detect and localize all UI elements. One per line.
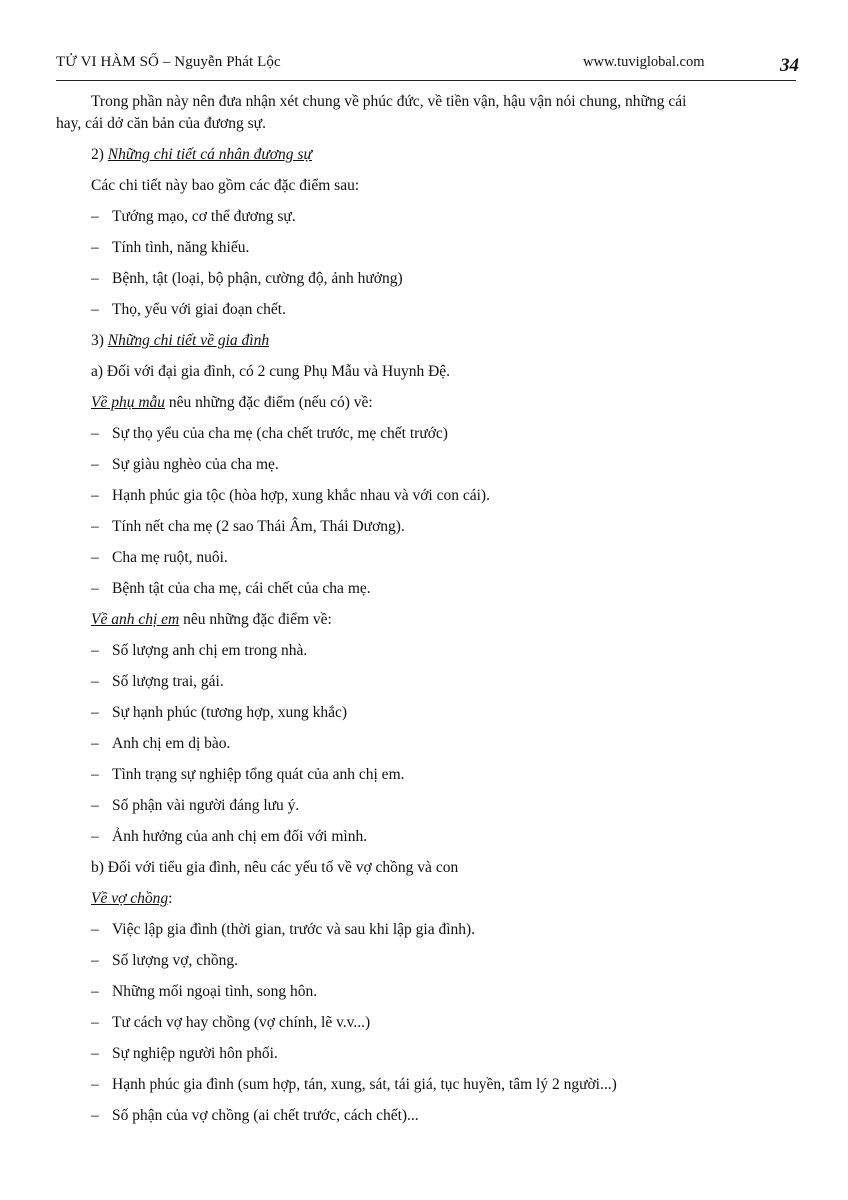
intro-paragraph-line-1: Trong phần này nên đưa nhận xét chung về phúc đức, về tiền vận, hậu vận nói chung, những cái bbox=[91, 93, 687, 110]
list-item: – Bệnh, tật (loại, bộ phận, cường độ, ảnh hưởng) bbox=[91, 270, 403, 287]
dash-bullet: – bbox=[91, 549, 99, 566]
section-3-heading bbox=[91, 331, 803, 351]
list-item: – Tính tình, năng khiếu. bbox=[91, 239, 250, 256]
page-content bbox=[56, 92, 803, 1126]
section-3-title: Những chi tiết về gia đình bbox=[107, 332, 270, 349]
dash-bullet: – bbox=[91, 239, 99, 256]
siblings-label: Về anh chị em bbox=[91, 611, 180, 628]
dash-bullet: – bbox=[91, 1107, 99, 1124]
spouse-label: Về vợ chồng bbox=[91, 890, 169, 907]
dash-bullet: – bbox=[91, 456, 99, 473]
dash-bullet: – bbox=[91, 301, 99, 318]
dash-bullet: – bbox=[91, 1014, 99, 1031]
parents-label: Về phụ mẫu bbox=[91, 394, 166, 411]
dash-bullet: – bbox=[91, 580, 99, 597]
section-3b: b) Đối với tiểu gia đình, nêu các yếu tố về vợ chồng và con bbox=[91, 859, 459, 876]
intro-paragraph-line-2: hay, cái dở căn bản của đương sự. bbox=[56, 115, 266, 132]
list-item: – Số lượng anh chị em trong nhà. bbox=[91, 642, 308, 659]
header-url: www.tuviglobal.com bbox=[583, 54, 705, 70]
dash-bullet: – bbox=[91, 921, 99, 938]
section-2-heading bbox=[91, 145, 803, 165]
list-item: – Sự giàu nghèo của cha mẹ. bbox=[91, 456, 279, 473]
list-item: – Sự thọ yểu của cha mẹ (cha chết trước, mẹ chết trước) bbox=[91, 425, 448, 442]
dash-bullet: – bbox=[91, 735, 99, 752]
list-item: – Việc lập gia đình (thời gian, trước và sau khi lập gia đình). bbox=[91, 921, 476, 938]
list-item: – Hạnh phúc gia tộc (hòa hợp, xung khắc nhau và với con cái). bbox=[91, 487, 490, 504]
section-2-intro: Các chi tiết này bao gồm các đặc điểm sau: bbox=[91, 177, 360, 194]
list-item: – Tính nết cha mẹ (2 sao Thái Âm, Thái Dương). bbox=[91, 518, 405, 535]
dash-bullet: – bbox=[91, 208, 99, 225]
dash-bullet: – bbox=[91, 270, 99, 287]
dash-bullet: – bbox=[91, 1045, 99, 1062]
dash-bullet: – bbox=[91, 952, 99, 969]
page-number: 34 bbox=[780, 55, 799, 76]
dash-bullet: – bbox=[91, 828, 99, 845]
list-item: – Bệnh tật của cha mẹ, cái chết của cha mẹ. bbox=[91, 580, 371, 597]
section-3-number: 3) bbox=[91, 332, 108, 349]
list-item: – Tư cách vợ hay chồng (vợ chính, lẽ v.v...) bbox=[91, 1014, 371, 1031]
dash-bullet: – bbox=[91, 766, 99, 783]
list-item: – Thọ, yểu với giai đoạn chết. bbox=[91, 301, 286, 318]
section-2-title: Những chi tiết cá nhân đương sự bbox=[107, 146, 312, 163]
dash-bullet: – bbox=[91, 642, 99, 659]
spouse-heading: Về vợ chồng: bbox=[91, 890, 173, 907]
list-item: – Số lượng trai, gái. bbox=[91, 673, 224, 690]
list-item: – Tướng mạo, cơ thể đương sự. bbox=[91, 208, 296, 225]
list-item: – Cha mẹ ruột, nuôi. bbox=[91, 549, 228, 566]
list-item: – Số lượng vợ, chồng. bbox=[91, 952, 238, 969]
parents-heading: Về phụ mẫu nêu những đặc điểm (nếu có) về: bbox=[91, 394, 373, 411]
list-item: – Tình trạng sự nghiệp tổng quát của anh chị em. bbox=[91, 766, 405, 783]
list-item: – Ảnh hưởng của anh chị em đối với mình. bbox=[91, 828, 368, 845]
dash-bullet: – bbox=[91, 1076, 99, 1093]
siblings-heading: Về anh chị em nêu những đặc điểm về: bbox=[91, 611, 332, 628]
dash-bullet: – bbox=[91, 518, 99, 535]
header-title: TỬ VI HÀM SỐ – Nguyễn Phát Lộc bbox=[56, 54, 281, 70]
list-item: – Những mối ngoại tình, song hôn. bbox=[91, 983, 318, 1000]
dash-bullet: – bbox=[91, 673, 99, 690]
dash-bullet: – bbox=[91, 487, 99, 504]
list-item: – Sự nghiệp người hôn phối. bbox=[91, 1045, 278, 1062]
dash-bullet: – bbox=[91, 704, 99, 721]
dash-bullet: – bbox=[91, 797, 99, 814]
dash-bullet: – bbox=[91, 983, 99, 1000]
section-3a: a) Đối với đại gia đình, có 2 cung Phụ Mẫu và Huynh Đệ. bbox=[91, 363, 451, 380]
dash-bullet: – bbox=[91, 425, 99, 442]
list-item: – Số phận của vợ chồng (ai chết trước, cách chết)... bbox=[91, 1107, 419, 1124]
list-item: – Anh chị em dị bào. bbox=[91, 735, 231, 752]
page-header bbox=[56, 52, 799, 81]
list-item: – Sự hạnh phúc (tương hợp, xung khắc) bbox=[91, 704, 348, 721]
section-2-number: 2) bbox=[91, 146, 108, 163]
list-item: – Hạnh phúc gia đình (sum hợp, tán, xung, sát, tái giá, tục huyền, tâm lý 2 người...) bbox=[91, 1076, 617, 1093]
list-item: – Số phận vài người đáng lưu ý. bbox=[91, 797, 300, 814]
